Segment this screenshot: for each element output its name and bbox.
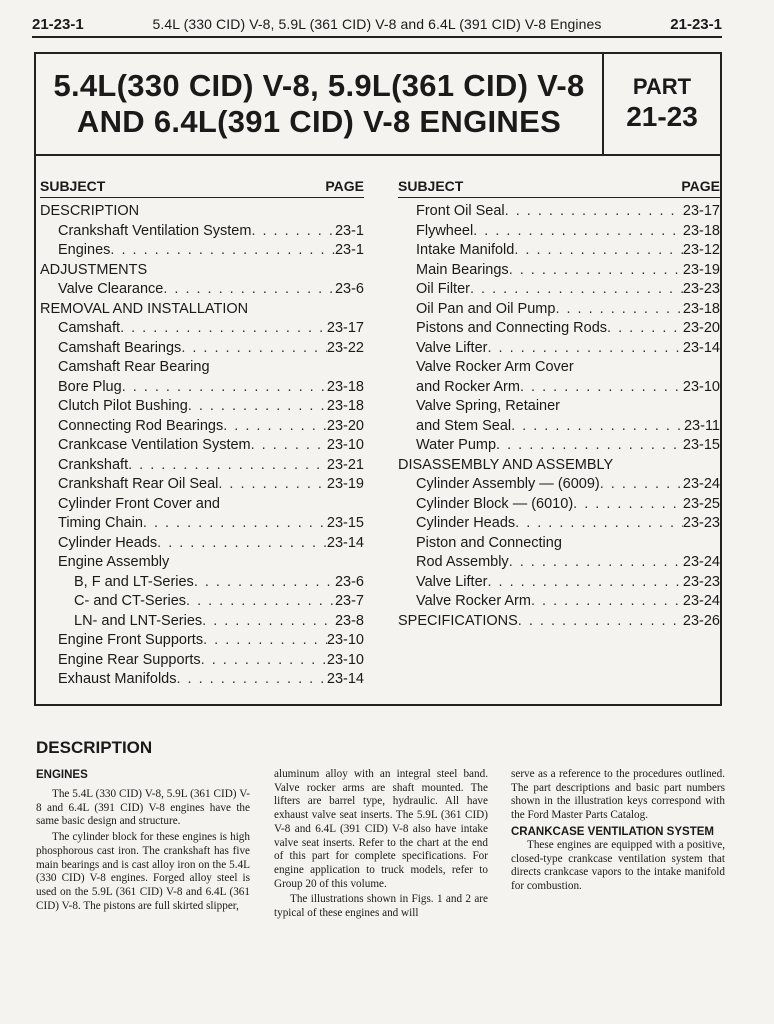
section-heading: DESCRIPTION (36, 738, 153, 757)
dot-leader (515, 514, 683, 534)
dot-leader (186, 592, 335, 612)
entry-page: 23-14 (682, 339, 720, 356)
entry-subject: Cylinder Block — (6010) (416, 495, 574, 512)
dot-leader (487, 573, 682, 593)
entry-subject: Camshaft Rear Bearing (58, 359, 210, 375)
dot-leader (203, 631, 327, 651)
part-label-box (604, 54, 720, 154)
body-column-2 (274, 768, 488, 923)
contents-entry (40, 222, 364, 242)
dot-leader (110, 241, 335, 261)
contents-entry (40, 241, 364, 261)
entry-page: 23-10 (326, 632, 364, 648)
dot-leader (120, 319, 327, 339)
entry-subject: Timing Chain (58, 515, 143, 531)
contents-entry (398, 339, 720, 359)
entry-subject: Exhaust Manifolds (58, 671, 177, 687)
page-header: PAGE (681, 178, 720, 194)
chapter-title-line1: 5.4L(330 CID) V-8, 5.9L(361 CID) V-8 (53, 68, 585, 103)
entry-page: 23-12 (682, 242, 720, 258)
entry-page: 23-24 (682, 554, 720, 570)
entry-page: 23-6 (334, 281, 364, 297)
dot-leader (122, 378, 327, 398)
contents-column-left (40, 178, 364, 690)
contents-entry (398, 514, 720, 534)
page-header: PAGE (325, 178, 364, 194)
contents-entry (40, 631, 364, 651)
entry-subject: Connecting Rod Bearings (58, 417, 224, 434)
entry-page: 23-8 (334, 612, 364, 629)
body-column-1 (36, 768, 250, 915)
contents-entry (398, 280, 720, 300)
entry-subject: ADJUSTMENTS (40, 261, 148, 278)
entry-page: 23-18 (682, 222, 720, 239)
entry-subject: Crankshaft (58, 456, 129, 473)
entry-page: 23-18 (326, 398, 364, 414)
dot-leader (496, 436, 683, 456)
contents-entry (40, 378, 364, 398)
entry-page: 23-21 (326, 456, 364, 473)
dot-leader (194, 573, 335, 593)
entry-page: 23-17 (682, 203, 720, 219)
entry-page: 23-22 (326, 339, 364, 356)
entry-subject: Water Pump (416, 437, 497, 453)
running-head (32, 12, 722, 38)
dot-leader (487, 339, 682, 359)
dot-leader (202, 612, 335, 632)
entry-page: 23-19 (326, 476, 364, 492)
entry-subject: Valve Rocker Arm (416, 593, 531, 609)
entry-subject: Cylinder Heads (58, 534, 158, 551)
entry-subject: Valve Lifter (416, 339, 488, 356)
entry-subject: Intake Manifold (416, 242, 515, 258)
entry-subject: Front Oil Seal (416, 203, 505, 219)
entry-subject: LN- and LNT-Series (74, 612, 203, 629)
paragraph: These engines are equipped with a positive, closed-type crankcase ventilation system that directs crankcase vapors to the intake manifold for combustion. (511, 838, 725, 892)
title-box (34, 52, 722, 156)
dot-leader (188, 397, 327, 417)
contents-entry (398, 612, 720, 632)
contents-entry (398, 417, 720, 437)
paragraph: The cylinder block for these engines is high phosphorous cast iron. The crankshaft has five main bearings and is cast alloy iron on the 5.4L (330 CID) V-8 engines. Forged alloy steel is used on the 5.9L (361 CID) V-8 and 6.4L (361 CID) V-8. The pistons are full skirted slipper, (36, 831, 250, 912)
entry-page: 23-19 (682, 261, 720, 278)
dot-leader (514, 241, 683, 261)
entry-subject: Rod Assembly (416, 554, 509, 570)
contents-entry (40, 280, 364, 300)
contents-entry (398, 222, 720, 242)
dot-leader (176, 670, 326, 690)
contents-entry (398, 261, 720, 281)
body-column-3 (511, 768, 725, 896)
entry-page: 23-14 (326, 534, 364, 551)
entry-page: 23-1 (334, 242, 364, 258)
contents-entry (40, 514, 364, 534)
entry-subject: C- and CT-Series (74, 593, 187, 609)
contents-entry (40, 651, 364, 671)
entry-page: 23-20 (682, 320, 720, 336)
dot-leader (607, 319, 683, 339)
entry-page: 23-18 (326, 378, 364, 395)
contents-entry (398, 300, 720, 320)
contents-entry (40, 358, 364, 378)
entry-subject: B, F and LT-Series (74, 573, 194, 590)
contents-header (40, 178, 364, 198)
entry-page: 23-15 (682, 437, 720, 453)
entry-subject: Bore Plug (58, 378, 122, 395)
contents-entry (40, 534, 364, 554)
entry-subject: DISASSEMBLY AND ASSEMBLY (398, 456, 614, 473)
entry-page: 23-25 (682, 495, 720, 512)
dot-leader (509, 553, 683, 573)
entry-subject: Valve Rocker Arm Cover (416, 359, 574, 375)
entry-page: 23-26 (682, 612, 720, 629)
entry-subject: Clutch Pilot Bushing (58, 398, 188, 414)
page-number-right: 21-23-1 (670, 15, 722, 33)
dot-leader (505, 202, 683, 222)
chapter-title-line2: AND 6.4L(391 CID) V-8 ENGINES (76, 104, 562, 139)
entry-page: 23-15 (326, 515, 364, 531)
entry-page: 23-24 (682, 476, 720, 492)
contents-entry (398, 553, 720, 573)
paragraph: serve as a reference to the procedures outlined. The part descriptions and basic part numbers shown in the illustration keys correspond with the Ford Master Parts Catalog. (511, 768, 725, 822)
entry-page: 23-23 (682, 573, 720, 590)
entry-subject: Oil Filter (416, 281, 470, 297)
entry-subject: and Rocker Arm (416, 378, 520, 395)
entry-page: 23-20 (326, 417, 364, 434)
dot-leader (509, 261, 683, 281)
dot-leader (128, 456, 327, 476)
contents-entry (398, 358, 720, 378)
contents-entry (398, 573, 720, 593)
part-label: PART (632, 74, 692, 99)
dot-leader (531, 592, 683, 612)
entry-subject: Crankcase Ventilation System (58, 437, 251, 453)
entry-page: 23-24 (682, 593, 720, 609)
contents-entry (398, 475, 720, 495)
contents-entry (40, 417, 364, 437)
entry-subject: Oil Pan and Oil Pump (416, 300, 556, 317)
contents-entry (40, 670, 364, 690)
subject-header: SUBJECT (40, 178, 106, 194)
part-number: 21-23 (626, 101, 698, 132)
entry-subject: Engine Assembly (58, 554, 170, 570)
entry-page: 23-10 (326, 651, 364, 668)
dot-leader (520, 378, 683, 398)
contents-entry (40, 339, 364, 359)
contents-entry (40, 592, 364, 612)
chapter-title (36, 54, 604, 154)
entry-subject: Valve Lifter (416, 573, 488, 590)
entry-page: 23-23 (682, 281, 720, 297)
entry-subject: Valve Spring, Retainer (416, 398, 561, 414)
entry-subject: Camshaft (58, 320, 121, 336)
contents-entry (398, 397, 720, 417)
contents-entry (40, 456, 364, 476)
entry-subject: Crankshaft Rear Oil Seal (58, 476, 219, 492)
entry-page: 23-10 (682, 378, 720, 395)
entry-subject: Valve Clearance (58, 281, 164, 297)
entry-page: 23-7 (334, 593, 364, 609)
dot-leader (555, 300, 682, 320)
subheading-crankcase-ventilation: CRANKCASE VENTILATION SYSTEM (511, 825, 714, 838)
dot-leader (251, 436, 327, 456)
contents-entry (398, 319, 720, 339)
entry-subject: Crankshaft Ventilation System (58, 222, 252, 239)
page-number-left: 21-23-1 (32, 15, 84, 33)
entry-page: 23-6 (334, 573, 364, 590)
entry-page: 23-10 (326, 437, 364, 453)
entry-subject: Piston and Connecting (416, 534, 562, 551)
dot-leader (218, 475, 327, 495)
entry-subject: Cylinder Front Cover and (58, 495, 220, 512)
contents-entry (398, 534, 720, 554)
contents-entry (398, 456, 720, 476)
entry-page: 23-11 (683, 417, 720, 434)
contents-entry (40, 436, 364, 456)
dot-leader (181, 339, 327, 359)
entry-page: 23-17 (326, 320, 364, 336)
entry-subject: SPECIFICATIONS (398, 612, 518, 629)
entry-subject: Engines (58, 242, 111, 258)
contents-entry (40, 612, 364, 632)
paragraph: The illustrations shown in Figs. 1 and 2 are typical of these engines and will (274, 893, 488, 920)
contents-entry (398, 436, 720, 456)
contents-entry (40, 261, 364, 281)
contents-column-right (398, 178, 720, 631)
entry-page: 23-23 (682, 515, 720, 531)
entry-subject: Camshaft Bearings (58, 339, 182, 356)
paragraph: The 5.4L (330 CID) V-8, 5.9L (361 CID) V-8 and 6.4L (391 CID) V-8 engines have the same basic design and structure. (36, 788, 250, 828)
contents-entry (398, 378, 720, 398)
contents-entry (398, 592, 720, 612)
entry-subject: Main Bearings (416, 261, 509, 278)
entry-subject: DESCRIPTION (40, 203, 140, 219)
contents-entry (398, 202, 720, 222)
dot-leader (251, 222, 335, 242)
entry-subject: Engine Rear Supports (58, 651, 201, 668)
entry-page: 23-18 (682, 300, 720, 317)
subheading-engines: ENGINES (36, 769, 88, 781)
contents-entry (40, 573, 364, 593)
entry-subject: Flywheel (416, 222, 474, 239)
dot-leader (223, 417, 327, 437)
contents-table (34, 156, 722, 706)
subject-header: SUBJECT (398, 178, 464, 194)
contents-entry (40, 397, 364, 417)
paragraph: aluminum alloy with an integral steel band. Valve rocker arms are shaft mounted. The lifters are barrel type, hydraulic. All have exhaust valve seat inserts. The 5.9L (361 CID) V-8 and 6.4L (391 CID) V-8 also have intake valve seat inserts. Refer to the chart at the end of this part for complete specifications. For engine application to truck models, refer to Group 20 of this volume. (274, 768, 488, 890)
entry-page: 23-14 (326, 671, 364, 687)
dot-leader (201, 651, 327, 671)
dot-leader (600, 475, 683, 495)
entry-subject: Pistons and Connecting Rods (416, 320, 608, 336)
contents-entry (40, 300, 364, 320)
dot-leader (511, 417, 684, 437)
contents-entry (40, 495, 364, 515)
entry-page: 23-1 (334, 222, 364, 239)
entry-subject: REMOVAL AND INSTALLATION (40, 300, 249, 317)
dot-leader (143, 514, 327, 534)
entry-subject: Engine Front Supports (58, 632, 204, 648)
contents-entry (40, 202, 364, 222)
dot-leader (163, 280, 335, 300)
dot-leader (518, 612, 683, 632)
dot-leader (573, 495, 683, 515)
running-title: 5.4L (330 CID) V-8, 5.9L (361 CID) V-8 and 6.4L (391 CID) V-8 Engines (152, 16, 602, 32)
entry-subject: Cylinder Heads (416, 515, 516, 531)
contents-entry (398, 241, 720, 261)
dot-leader (157, 534, 327, 554)
entry-subject: and Stem Seal (416, 417, 512, 434)
contents-header (398, 178, 720, 198)
contents-entry (40, 475, 364, 495)
contents-entry (398, 495, 720, 515)
dot-leader (473, 222, 683, 242)
contents-entry (40, 553, 364, 573)
dot-leader (470, 280, 683, 300)
contents-entry (40, 319, 364, 339)
entry-subject: Cylinder Assembly — (6009) (416, 476, 600, 492)
